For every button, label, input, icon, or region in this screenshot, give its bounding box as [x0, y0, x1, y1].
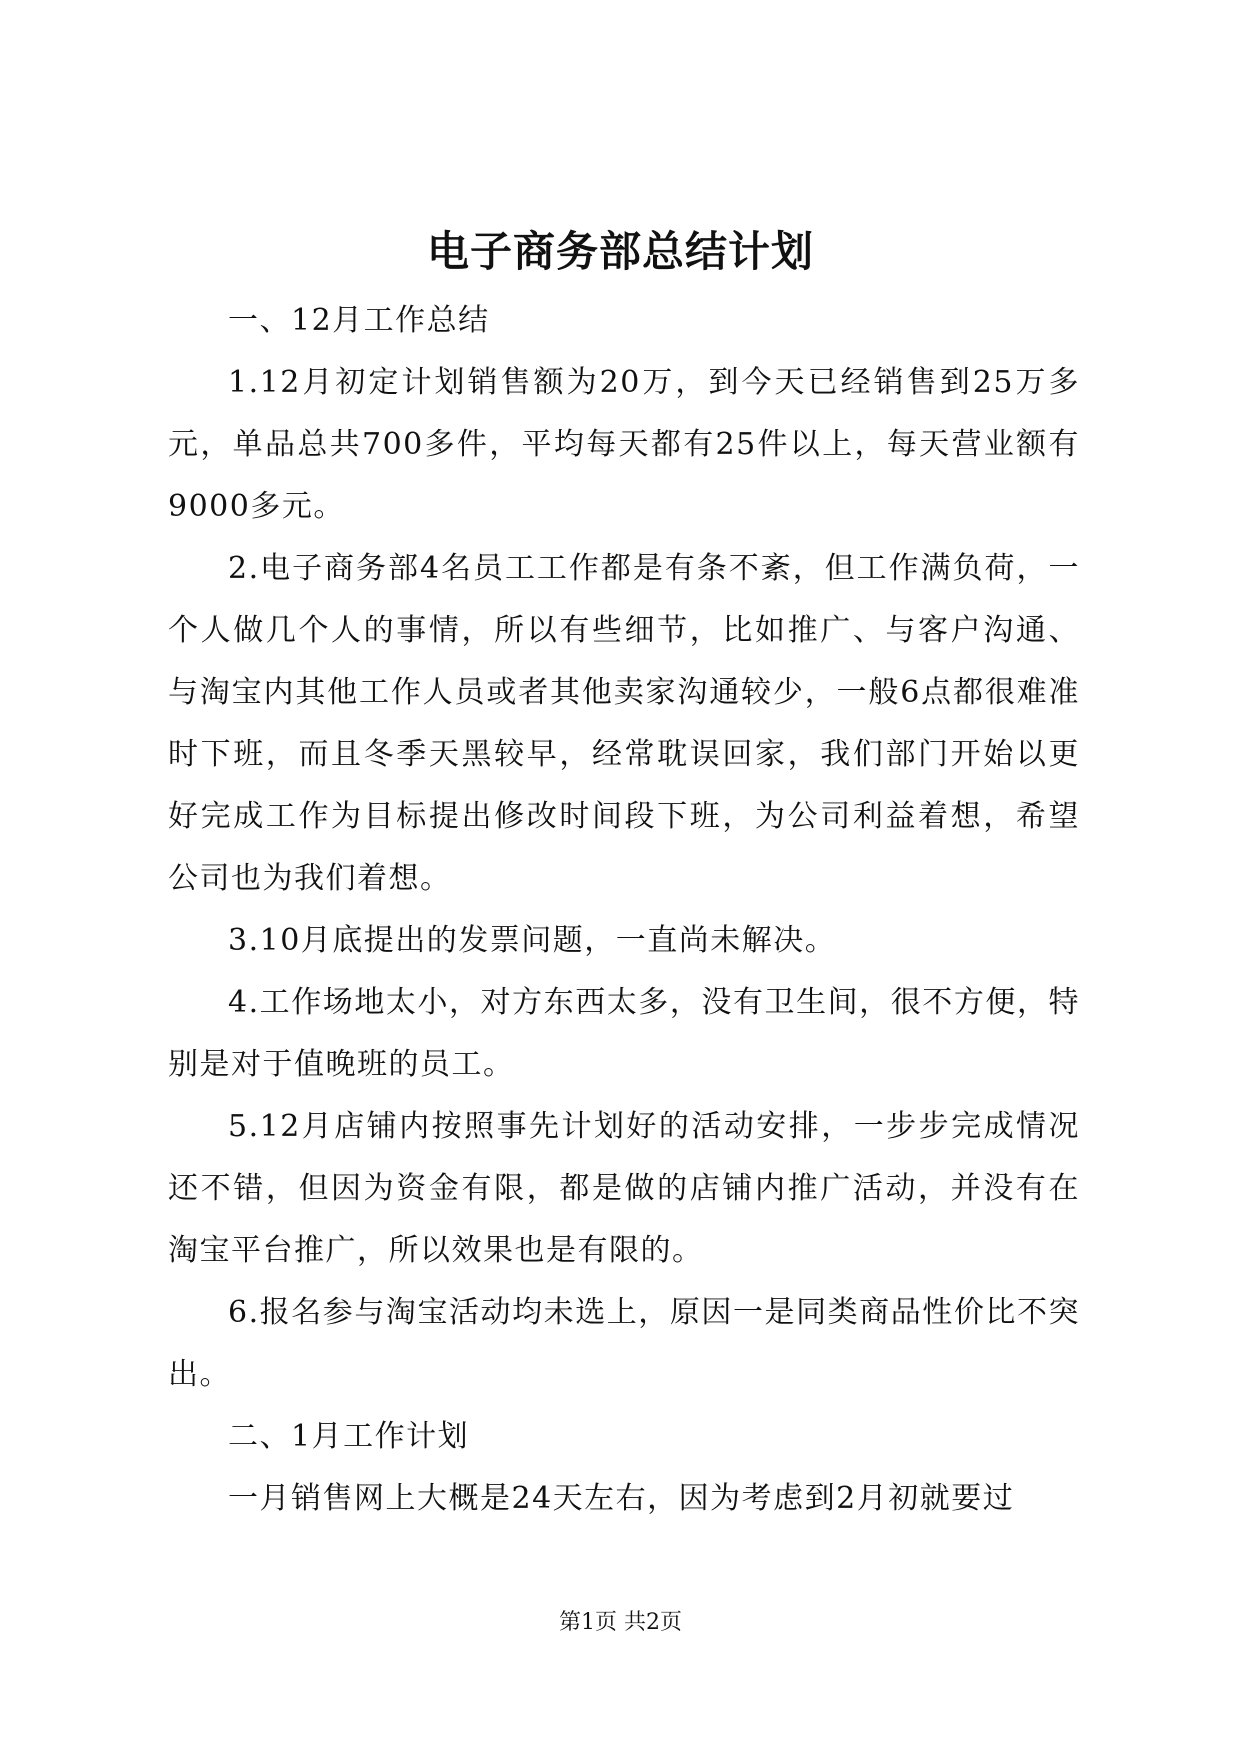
- section-heading-summary: 一、12月工作总结: [228, 303, 490, 338]
- document-body: [168, 290, 1080, 1530]
- paragraph-item-1: 1.12月初定计划销售额为20万，到今天已经销售到25万多元，单品总共700多件，平均每天都有25件以上，每天营业额有9000多元。: [168, 365, 1080, 524]
- paragraph-item-4: 4.工作场地太小，对方东西太多，没有卫生间，很不方便，特别是对于值晚班的员工。: [168, 985, 1080, 1082]
- paragraph-item-3: 3.10月底提出的发票问题，一直尚未解决。: [228, 923, 837, 958]
- document-title: 电子商务部总结计划: [426, 227, 814, 276]
- paragraph-plan-intro: 一月销售网上大概是24天左右，因为考虑到2月初就要过: [228, 1481, 1015, 1516]
- page-number-footer: 第1页 共2页: [559, 1610, 682, 1635]
- section-heading-plan: 二、1月工作计划: [228, 1419, 470, 1454]
- paragraph-item-6: 6.报名参与淘宝活动均未选上，原因一是同类商品性价比不突出。: [168, 1295, 1080, 1392]
- paragraph-item-5: 5.12月店铺内按照事先计划好的活动安排，一步步完成情况还不错，但因为资金有限，都是做的店铺内推广活动，并没有在淘宝平台推广，所以效果也是有限的。: [168, 1109, 1080, 1268]
- paragraph-item-2: 2.电子商务部4名员工工作都是有条不紊，但工作满负荷，一个人做几个人的事情，所以有些细节，比如推广、与客户沟通、与淘宝内其他工作人员或者其他卖家沟通较少，一般6点都很难准时下班，而且冬季天黑较早，经常耽误回家，我们部门开始以更好完成工作为目标提出修改时间段下班，为公司利益着想，希望公司也为我们着想。: [168, 551, 1080, 896]
